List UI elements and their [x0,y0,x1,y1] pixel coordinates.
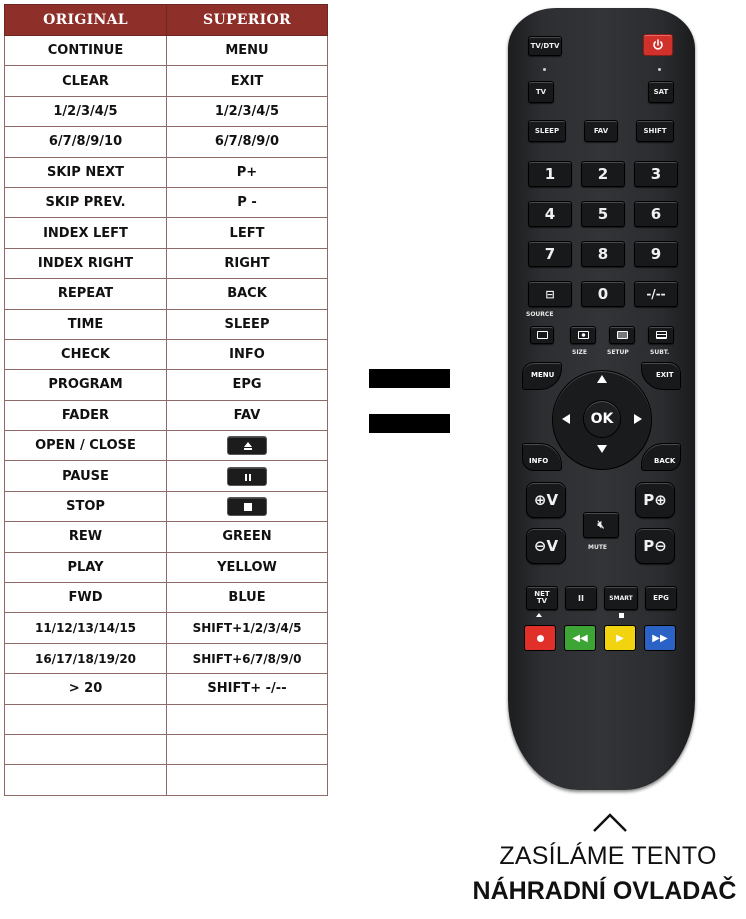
label-size: SIZE [572,349,588,356]
remote-button-program-down: P⊖ [635,528,675,564]
table-row [5,734,328,764]
remote-button-pause: II [565,586,597,610]
column-header-original: ORIGINAL [5,5,167,36]
remote-button-ok: OK [583,400,621,438]
remote-button-sat: SAT [648,81,674,103]
arrow-down-icon [597,445,607,453]
cell-superior: FAV [167,400,328,430]
cell-superior: MENU [167,36,328,66]
remote-button-9: 9 [634,241,678,267]
cell-superior [167,461,328,491]
remote-button-blue [644,625,676,651]
table-row [5,218,328,248]
cell-superior: 1/2/3/4/5 [167,96,328,126]
cell-original: 11/12/13/14/15 [5,613,167,643]
remote-button-3: 3 [634,161,678,187]
remote-button-setup [609,326,635,344]
stop-icon [619,613,624,618]
label-mute: MUTE [588,544,608,551]
cell-original: FWD [5,583,167,613]
remote-button-shift: SHIFT [636,120,674,142]
cell-original: PROGRAM [5,370,167,400]
remote-button-size [570,326,596,344]
remote-button-8: 8 [581,241,625,267]
pause-icon [227,467,267,486]
remote-button-back: BACK [641,443,681,471]
cell-original: PLAY [5,552,167,582]
caret-up-icon [590,810,630,834]
rewind-icon: ◀◀ [572,632,588,644]
cell-superior: P+ [167,157,328,187]
equals-sign-bottom-bar [369,414,450,433]
net-tv-label-line2: TV [536,597,548,605]
table-row [5,36,328,66]
cell-superior: GREEN [167,522,328,552]
remote-button-subt [648,326,674,344]
cell-original: > 20 [5,674,167,704]
cell-superior: SHIFT+ -/-- [167,674,328,704]
remote-button-tv: TV [528,81,554,103]
cell-superior: EXIT [167,66,328,96]
cell-original: SKIP NEXT [5,157,167,187]
eject-icon [536,613,542,617]
cell-original: INDEX LEFT [5,218,167,248]
remote-button-info: INFO [522,443,562,471]
net-tv-label-line1: NET [534,590,550,598]
remote-button-dash: -/-- [634,281,678,307]
remote-button-red [524,625,556,651]
cell-superior: RIGHT [167,248,328,278]
cell-superior [167,704,328,734]
record-icon [537,635,544,642]
eject-icon [227,436,267,455]
remote-button-epg: EPG [645,586,677,610]
table-row [5,279,328,309]
screen-icon [537,331,548,339]
cell-original: 1/2/3/4/5 [5,96,167,126]
table-row [5,400,328,430]
remote-button-0: 0 [581,281,625,307]
caption-line-1: ZASÍLÁME TENTO [499,842,717,870]
cell-superior: YELLOW [167,552,328,582]
table-row [5,248,328,278]
remote-control-photo [508,8,695,790]
remote-button-6: 6 [634,201,678,227]
table-row [5,127,328,157]
cell-superior: SHIFT+1/2/3/4/5 [167,613,328,643]
remote-button-screen [530,326,554,344]
setup-icon [617,331,628,339]
remote-button-5: 5 [581,201,625,227]
table-header-row [5,5,328,36]
table-row [5,643,328,673]
mute-icon: 🔇︎ [597,518,605,531]
cell-superior [167,734,328,764]
equals-sign-top-bar [369,369,450,388]
cell-superior: LEFT [167,218,328,248]
cell-original [5,704,167,734]
label-subt: SUBT. [650,349,670,356]
table-row [5,491,328,521]
stop-icon [227,497,267,516]
table-row [5,309,328,339]
play-icon: ▶ [616,632,624,644]
cell-superior: INFO [167,339,328,369]
cell-original: CLEAR [5,66,167,96]
cell-superior: SHIFT+6/7/8/9/0 [167,643,328,673]
cell-superior [167,491,328,521]
cell-superior: EPG [167,370,328,400]
indicator-dot [658,68,661,71]
cell-original: 16/17/18/19/20 [5,643,167,673]
table-row [5,461,328,491]
cell-superior: SLEEP [167,309,328,339]
remote-button-exit: EXIT [641,362,681,390]
arrow-left-icon [562,414,570,424]
remote-button-green [564,625,596,651]
remote-button-net-tv [526,586,558,610]
cell-original: INDEX RIGHT [5,248,167,278]
column-header-superior: SUPERIOR [167,5,328,36]
table-row [5,613,328,643]
table-row [5,339,328,369]
arrow-right-icon [634,414,642,424]
cell-original: REW [5,522,167,552]
remote-button-2: 2 [581,161,625,187]
cell-original: SKIP PREV. [5,187,167,217]
size-icon [578,331,589,339]
power-icon [652,39,664,51]
cell-superior: P - [167,187,328,217]
cell-original: PAUSE [5,461,167,491]
table-body [5,36,328,796]
cell-superior [167,431,328,461]
remote-button-volume-down: ⊖V [526,528,566,564]
table-row [5,765,328,795]
remote-button-volume-up: ⊕V [526,482,566,518]
cell-original: CONTINUE [5,36,167,66]
cell-original: CHECK [5,339,167,369]
table-row [5,583,328,613]
remote-button-smart: SMART [604,586,638,610]
table-row [5,96,328,126]
remote-button-menu: MENU [522,362,562,390]
remote-button-7: 7 [528,241,572,267]
cell-original: FADER [5,400,167,430]
indicator-dot [543,68,546,71]
fast-forward-icon: ▶▶ [652,632,668,644]
label-source: SOURCE [526,311,554,318]
cell-superior: 6/7/8/9/0 [167,127,328,157]
table-row [5,674,328,704]
cell-original [5,765,167,795]
cell-original [5,734,167,764]
remote-button-fav: FAV [584,120,618,142]
cell-superior: BACK [167,279,328,309]
remote-button-program-up: P⊕ [635,482,675,518]
remote-button-power [643,34,673,56]
cell-original: OPEN / CLOSE [5,431,167,461]
source-icon: ⊟ [545,287,555,301]
remote-button-source [528,281,572,307]
table-row [5,552,328,582]
cell-original: STOP [5,491,167,521]
table-row [5,431,328,461]
remote-button-sleep: SLEEP [528,120,566,142]
cell-superior: BLUE [167,583,328,613]
table-row [5,522,328,552]
table-row [5,187,328,217]
table-row [5,704,328,734]
subtitle-icon [656,331,667,339]
label-setup: SETUP [607,349,629,356]
arrow-up-icon [597,375,607,383]
caption-line-2: NÁHRADNÍ OVLADAČ [472,877,737,905]
cell-original: 6/7/8/9/10 [5,127,167,157]
remote-button-4: 4 [528,201,572,227]
table-row [5,66,328,96]
remote-button-mute [583,512,619,538]
cell-original: TIME [5,309,167,339]
cell-superior [167,765,328,795]
remote-button-1: 1 [528,161,572,187]
table-row [5,157,328,187]
table-row [5,370,328,400]
remote-button-yellow [604,625,636,651]
remote-button-tvdtv: TV/DTV [528,36,562,56]
cell-original: REPEAT [5,279,167,309]
button-mapping-table [4,4,328,796]
